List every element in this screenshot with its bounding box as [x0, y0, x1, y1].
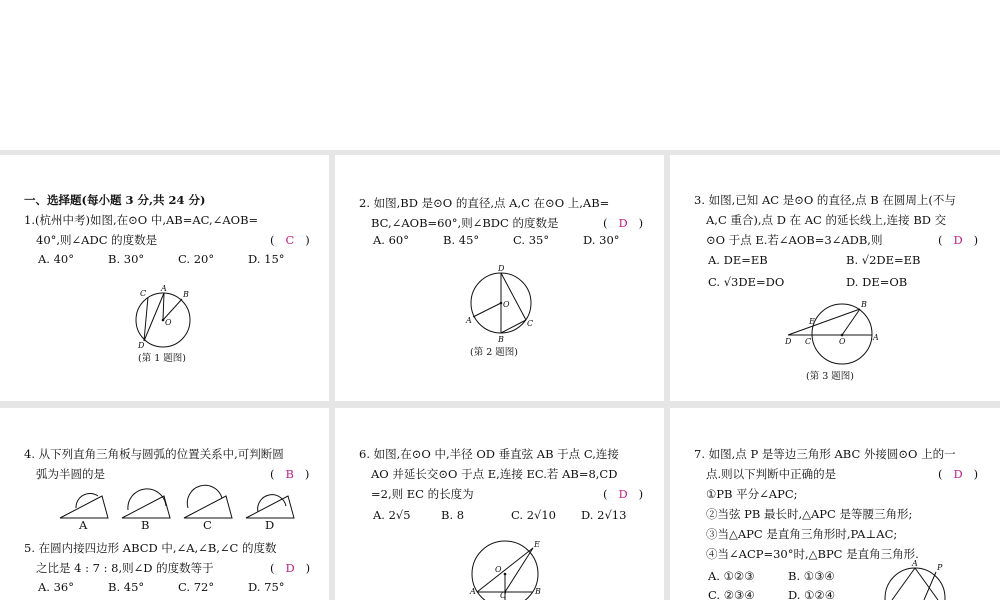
- q3-stem-line2: A,C 重合),点 D 在 AC 的延长线上,连接 BD 交: [706, 213, 947, 227]
- svg-text:O: O: [839, 337, 846, 346]
- svg-text:D: D: [785, 337, 792, 346]
- q7-answer: D: [953, 467, 963, 481]
- q1-answer-bracket: ( C ): [270, 233, 310, 247]
- q1-figure: [130, 285, 200, 350]
- q4-figures: [58, 486, 318, 520]
- q3-stem-line3: ⊙O 于点 E.若∠AOB=3∠ADB,则: [706, 233, 883, 247]
- q4-label-a: A: [79, 518, 88, 532]
- svg-text:B: B: [535, 587, 541, 596]
- q7-option-b: B. ①③④: [788, 569, 835, 583]
- svg-text:C: C: [805, 337, 812, 346]
- q3-caption: (第 3 题图): [806, 371, 854, 382]
- svg-text:O: O: [165, 318, 172, 327]
- q6-stem-line2: AO 并延长交⊙O 于点 E,连接 EC.若 AB=8,CD: [371, 467, 618, 481]
- q1-caption: (第 1 题图): [138, 353, 186, 364]
- q5-answer-bracket: ( D ): [270, 561, 311, 575]
- q6-option-a: A. 2√5: [373, 508, 411, 522]
- svg-text:E: E: [809, 317, 815, 326]
- q5-answer: D: [285, 561, 295, 575]
- q5-stem-line1: 5. 在圆内接四边形 ABCD 中,∠A,∠B,∠C 的度数: [24, 541, 277, 555]
- q4-stem-line1: 4. 从下列直角三角板与圆弧的位置关系中,可判断圆: [24, 447, 284, 461]
- q4-label-d: D: [265, 518, 275, 532]
- q7-option-a: A. ①②③: [708, 569, 755, 583]
- q2-answer-bracket: ( D ): [603, 216, 644, 230]
- q1-option-d: D. 15°: [248, 252, 285, 266]
- q2-option-b: B. 45°: [443, 233, 480, 247]
- q2-caption: (第 2 题图): [470, 347, 518, 358]
- q2-figure: [463, 263, 543, 343]
- q3-option-d: D. DE=OB: [846, 275, 908, 289]
- q5-option-a: A. 36°: [38, 580, 74, 594]
- svg-text:D: D: [498, 264, 505, 273]
- section-title: 一、选择题(每小题 3 分,共 24 分): [24, 193, 206, 207]
- svg-text:B: B: [183, 290, 189, 299]
- q1-stem-line2: 40°,则∠ADC 的度数是: [36, 233, 158, 247]
- q2-option-d: D. 30°: [583, 233, 620, 247]
- svg-text:O: O: [495, 565, 502, 574]
- svg-text:C: C: [527, 319, 534, 328]
- q6-answer-bracket: ( D ): [603, 487, 644, 501]
- q6-answer: D: [618, 487, 628, 501]
- svg-text:A: A: [161, 284, 167, 293]
- svg-text:P: P: [937, 563, 943, 572]
- blank-header-area: [0, 0, 1000, 150]
- svg-text:C: C: [140, 289, 147, 298]
- q3-answer-bracket: ( D ): [938, 233, 979, 247]
- q1-option-b: B. 30°: [108, 252, 145, 266]
- q6-option-c: C. 2√10: [511, 508, 556, 522]
- q6-stem-line3: =2,则 EC 的长度为: [371, 487, 474, 501]
- svg-text:B: B: [861, 300, 867, 309]
- q2-option-c: C. 35°: [513, 233, 550, 247]
- q7-option-d: D. ①②④: [788, 588, 836, 600]
- q4-label-c: C: [203, 518, 212, 532]
- q4-stem-line2: 弧为半圆的是: [36, 467, 105, 481]
- q6-option-d: D. 2√13: [581, 508, 627, 522]
- svg-text:A: A: [466, 316, 472, 325]
- q4-label-b: B: [141, 518, 150, 532]
- question-card-2: [335, 155, 664, 401]
- question-card-3: [670, 155, 1000, 401]
- q4-answer-bracket: ( B ): [270, 467, 310, 481]
- q7-statement-1: ①PB 平分∠APC;: [706, 487, 798, 501]
- q1-answer: C: [285, 233, 295, 247]
- svg-text:D: D: [138, 341, 145, 350]
- svg-text:A: A: [873, 333, 879, 342]
- q2-stem-line2: BC,∠AOB=60°,则∠BDC 的度数是: [371, 216, 559, 230]
- q7-option-c: C. ②③④: [708, 588, 755, 600]
- q7-statement-2: ②当弦 PB 最长时,△APC 是等腰三角形;: [706, 507, 913, 521]
- q1-option-a: A. 40°: [38, 252, 74, 266]
- q3-option-c: C. √3DE=DO: [708, 275, 785, 289]
- q6-stem-line1: 6. 如图,在⊙O 中,半径 OD 垂直弦 AB 于点 C,连接: [359, 447, 619, 461]
- q2-answer: D: [618, 216, 628, 230]
- q3-stem-line1: 3. 如图,已知 AC 是⊙O 的直径,点 B 在圆周上(不与: [694, 193, 956, 207]
- q1-stem-line1: 1.(杭州中考)如图,在⊙O 中,AB=AC,∠AOB=: [24, 213, 259, 227]
- q5-option-b: B. 45°: [108, 580, 145, 594]
- q5-option-d: D. 75°: [248, 580, 285, 594]
- q6-figure: [467, 536, 547, 600]
- q2-stem-line1: 2. 如图,BD 是⊙O 的直径,点 A,C 在⊙O 上,AB=: [359, 196, 610, 210]
- q3-figure: [785, 300, 885, 355]
- q1-option-c: C. 20°: [178, 252, 215, 266]
- svg-text:C: C: [500, 591, 507, 600]
- q3-option-a: A. DE=EB: [708, 253, 768, 267]
- q5-stem-line2: 之比是 4 : 7 : 8,则∠D 的度数等于: [36, 561, 214, 575]
- q6-option-b: B. 8: [441, 508, 465, 522]
- svg-text:A: A: [470, 587, 476, 596]
- svg-text:O: O: [503, 300, 510, 309]
- svg-text:A: A: [912, 559, 918, 568]
- question-card-1: [0, 155, 329, 401]
- q7-stem-line2: 点.则以下判断中正确的是: [706, 467, 837, 481]
- q3-option-b: B. √2DE=EB: [846, 253, 921, 267]
- q2-option-a: A. 60°: [373, 233, 409, 247]
- q7-figure: [880, 560, 950, 600]
- q7-statement-3: ③当△APC 是直角三角形时,PA⊥AC;: [706, 527, 898, 541]
- q4-answer: B: [285, 467, 294, 481]
- q7-answer-bracket: ( D ): [938, 467, 979, 481]
- question-card-4: [0, 408, 329, 600]
- svg-text:E: E: [534, 540, 540, 549]
- svg-text:B: B: [498, 335, 504, 344]
- question-card-7: [670, 408, 1000, 600]
- q7-stem-line1: 7. 如图,点 P 是等边三角形 ABC 外接圆⊙O 上的一: [694, 447, 956, 461]
- q3-answer: D: [953, 233, 963, 247]
- question-card-6: [335, 408, 664, 600]
- q7-statement-4: ④当∠ACP=30°时,△BPC 是直角三角形.: [706, 547, 919, 561]
- q5-option-c: C. 72°: [178, 580, 215, 594]
